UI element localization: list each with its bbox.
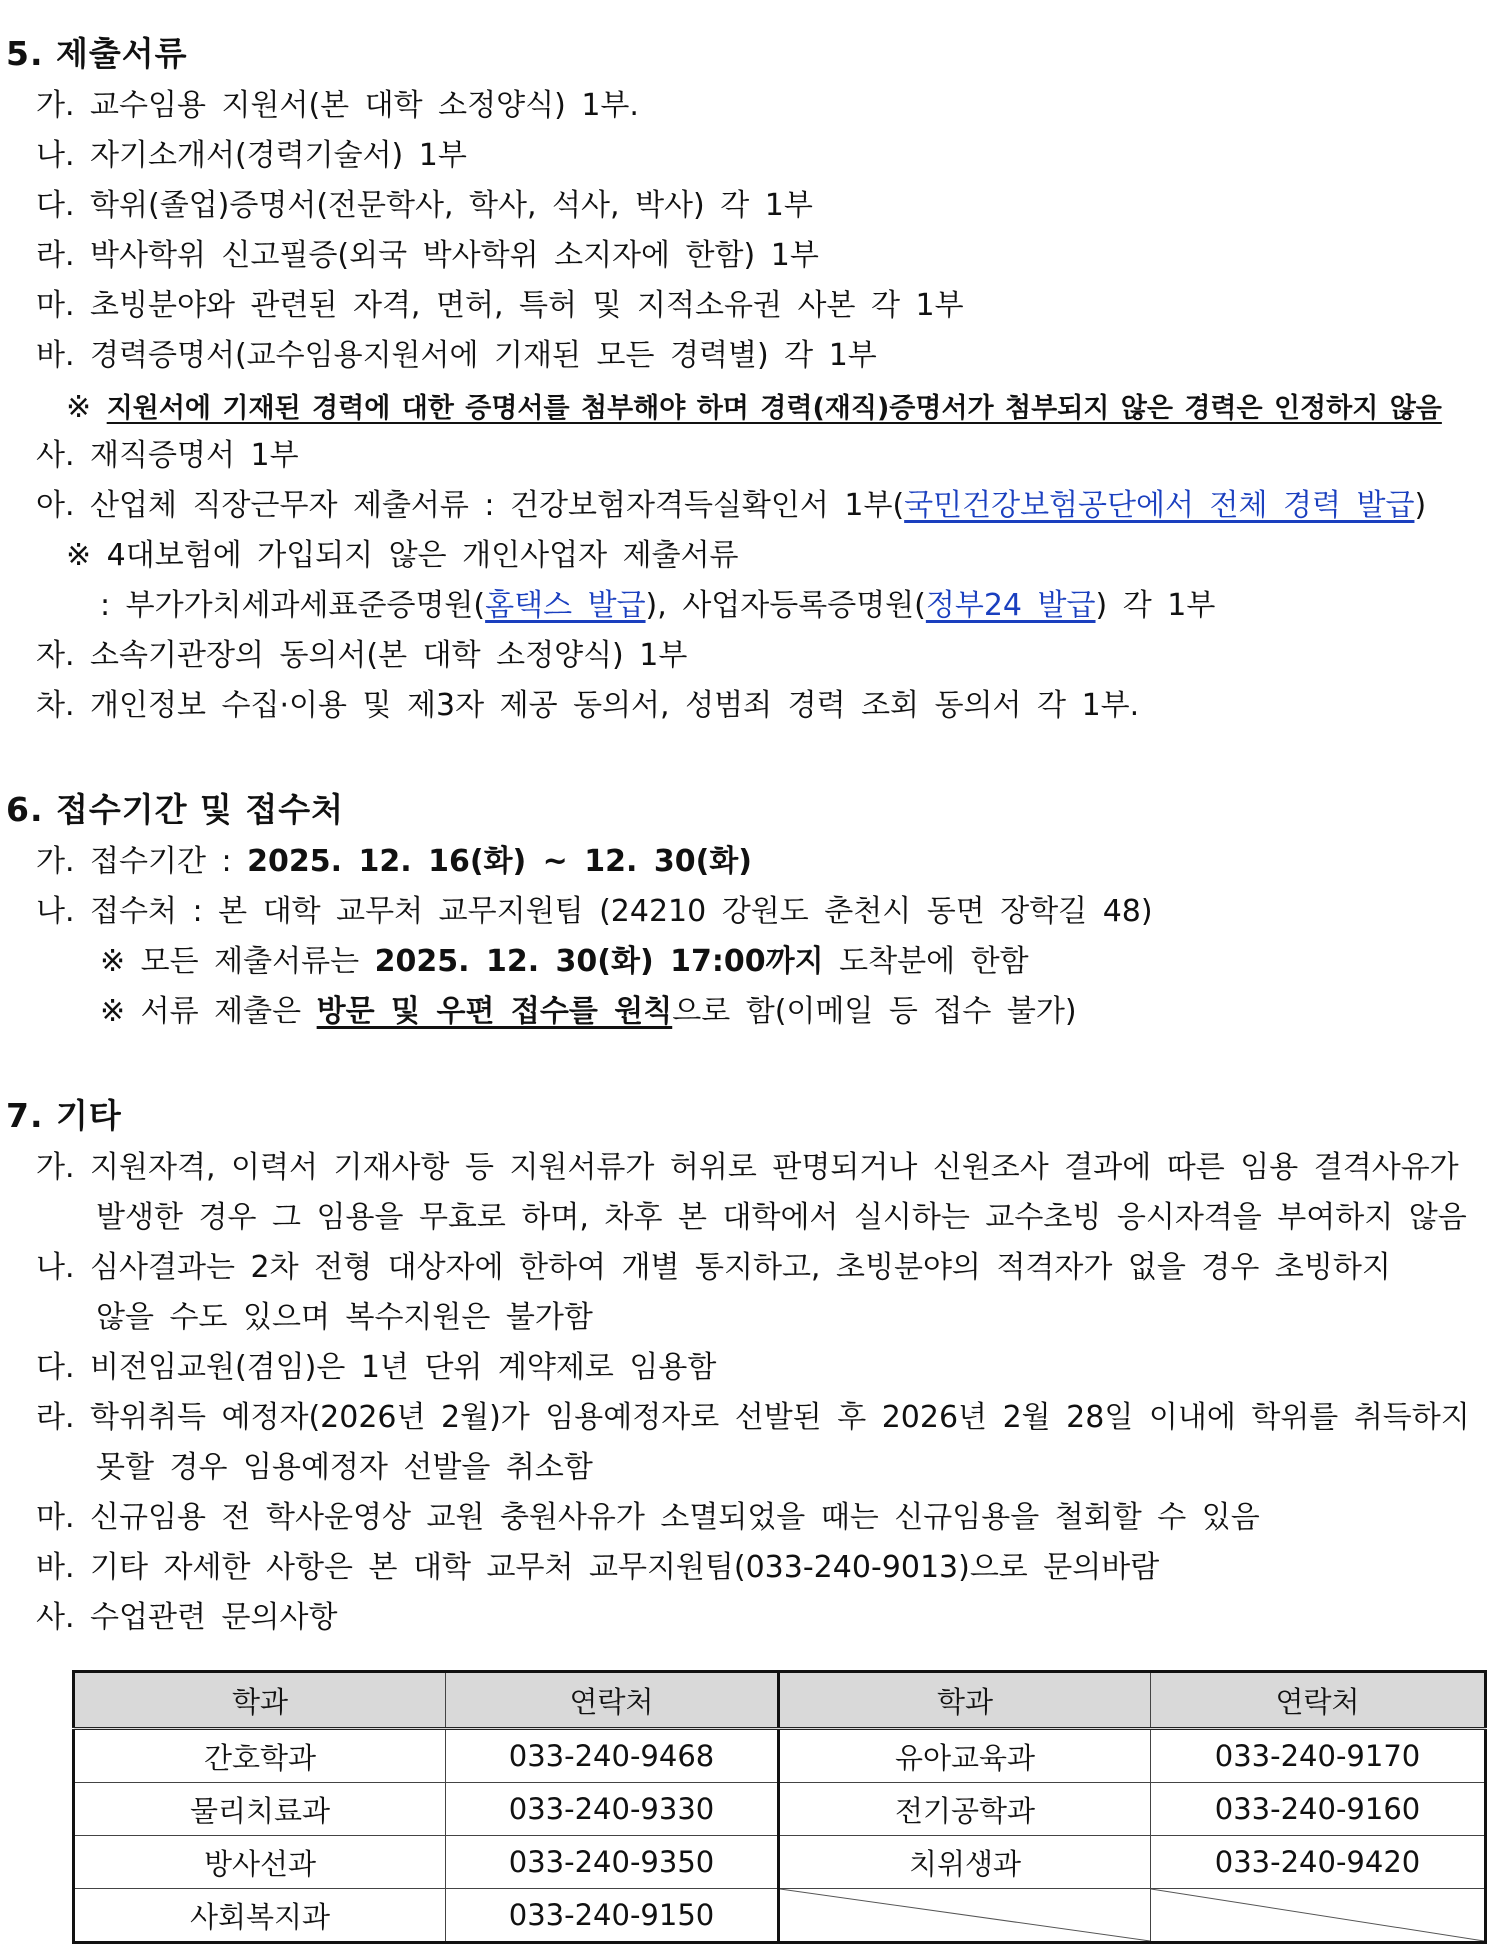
section-5-heading: 5. 제출서류 xyxy=(6,34,188,73)
application-period xyxy=(36,842,752,882)
column-header-department: 학과 xyxy=(74,1672,446,1729)
deadline-note xyxy=(100,942,1029,982)
item-text: ), 사업자등록증명원( xyxy=(645,588,926,623)
list-item: 마. 초빙분야와 관련된 자격, 면허, 특허 및 지적소유권 사본 각 1부 xyxy=(36,288,964,323)
item-text: : 부가가치세과세표준증명원( xyxy=(100,588,486,623)
phone-cell: 033-240-9160 xyxy=(1151,1783,1486,1836)
item-text: ※ 모든 제출서류는 xyxy=(100,944,375,979)
list-item: 자. 소속기관장의 동의서(본 대학 소정양식) 1부 xyxy=(36,638,688,673)
list-item: 사. 재직증명서 1부 xyxy=(36,438,299,473)
gov24-link[interactable]: 정부24 발급 xyxy=(925,588,1096,623)
item-text: 아. 산업체 직장근무자 제출서류 : 건강보험자격득실확인서 1부( xyxy=(36,488,905,523)
phone-cell: 033-240-9150 xyxy=(446,1889,779,1943)
column-header-department: 학과 xyxy=(779,1672,1151,1729)
section-6-heading: 6. 접수기간 및 접수처 xyxy=(6,790,344,829)
column-header-contact: 연락처 xyxy=(446,1672,779,1729)
department-cell: 전기공학과 xyxy=(779,1783,1151,1836)
diagonal-line xyxy=(780,1889,1150,1941)
list-item: 바. 경력증명서(교수임용지원서에 기재된 모든 경력별) 각 1부 xyxy=(36,338,877,373)
department-cell: 치위생과 xyxy=(779,1836,1151,1889)
department-cell: 방사선과 xyxy=(74,1836,446,1889)
list-item: 다. 비전임교원(겸임)은 1년 단위 계약제로 임용함 xyxy=(36,1350,717,1385)
submission-method-note xyxy=(100,992,1077,1032)
list-item-continued: 발생한 경우 그 임용을 무효로 하며, 차후 본 대학에서 실시하는 교수초빙 응시자격을 부여하지 않음 xyxy=(96,1200,1467,1235)
phone-cell: 033-240-9468 xyxy=(446,1729,779,1783)
list-item: 바. 기타 자세한 사항은 본 대학 교무처 교무지원팀(033-240-9013)으로 문의바람 xyxy=(36,1550,1160,1585)
list-item-continued: 못할 경우 임용예정자 선발을 취소함 xyxy=(96,1450,593,1485)
table-row xyxy=(74,1836,1486,1889)
phone-cell: 033-240-9420 xyxy=(1151,1836,1486,1889)
section-7-heading: 7. 기타 xyxy=(6,1096,122,1135)
list-item: 가. 지원자격, 이력서 기재사항 등 지원서류가 허위로 판명되거나 신원조사 결과에 따른 임용 결격사유가 xyxy=(36,1150,1459,1185)
business-owner-note: ※ 4대보험에 가입되지 않은 개인사업자 제출서류 xyxy=(66,538,739,573)
business-owner-documents xyxy=(100,586,1215,626)
note-bold-text: 지원서에 기재된 경력에 대한 증명서를 첨부해야 하며 경력(재직)증명서가 첨부되지 않은 경력은 인정하지 않음 xyxy=(106,393,1442,424)
list-item: 마. 신규임용 전 학사운영상 교원 충원사유가 소멸되었을 때는 신규임용을 철회할 수 있음 xyxy=(36,1500,1260,1535)
phone-cell: 033-240-9330 xyxy=(446,1783,779,1836)
item-text: ) 각 1부 xyxy=(1095,588,1216,623)
period-value: 2025. 12. 16(화) ~ 12. 30(화) xyxy=(247,844,752,879)
table-row xyxy=(74,1729,1486,1783)
item-text: 으로 함(이메일 등 접수 불가) xyxy=(672,994,1077,1029)
application-place: 나. 접수처 : 본 대학 교무처 교무지원팀 (24210 강원도 춘천시 동면 장학길 48) xyxy=(36,894,1153,929)
item-text: 도착분에 한함 xyxy=(823,944,1029,979)
submission-method: 방문 및 우편 접수를 원칙 xyxy=(316,994,673,1029)
list-item-continued: 않을 수도 있으며 복수지원은 불가함 xyxy=(96,1300,593,1335)
phone-cell: 033-240-9350 xyxy=(446,1836,779,1889)
hometax-link[interactable]: 홈택스 발급 xyxy=(485,588,646,623)
list-item: 라. 학위취득 예정자(2026년 2월)가 임용예정자로 선발된 후 2026년 2월 28일 이내에 학위를 취득하지 xyxy=(36,1400,1470,1435)
note-bullet: ※ xyxy=(66,390,92,425)
department-contacts-table xyxy=(72,1670,1487,1944)
list-item: 나. 심사결과는 2차 전형 대상자에 한하여 개별 통지하고, 초빙분야의 적격자가 없을 경우 초빙하지 xyxy=(36,1250,1391,1285)
item-text: 가. 접수기간 : xyxy=(36,844,248,879)
diagonal-line xyxy=(1151,1889,1484,1941)
list-item: 나. 자기소개서(경력기술서) 1부 xyxy=(36,138,467,173)
empty-diagonal-cell xyxy=(1151,1889,1486,1943)
empty-diagonal-cell xyxy=(779,1889,1151,1943)
list-item: 라. 박사학위 신고필증(외국 박사학위 소지자에 한함) 1부 xyxy=(36,238,819,273)
column-header-contact: 연락처 xyxy=(1151,1672,1486,1729)
list-item: 가. 교수임용 지원서(본 대학 소정양식) 1부. xyxy=(36,88,639,123)
list-item: 사. 수업관련 문의사항 xyxy=(36,1600,338,1635)
table-header-row xyxy=(74,1672,1486,1729)
table-row xyxy=(74,1783,1486,1836)
list-item-insurance xyxy=(36,486,1426,526)
table-row xyxy=(74,1889,1486,1943)
department-cell: 사회복지과 xyxy=(74,1889,446,1943)
item-text: ※ 서류 제출은 xyxy=(100,994,317,1029)
item-text: ) xyxy=(1414,488,1427,523)
phone-cell: 033-240-9170 xyxy=(1151,1729,1486,1783)
department-cell: 유아교육과 xyxy=(779,1729,1151,1783)
department-cell: 간호학과 xyxy=(74,1729,446,1783)
deadline-value: 2025. 12. 30(화) 17:00까지 xyxy=(374,944,824,979)
nhis-link[interactable]: 국민건강보험공단에서 전체 경력 발급 xyxy=(904,488,1415,523)
list-item: 차. 개인정보 수집·이용 및 제3자 제공 동의서, 성범죄 경력 조회 동의서 각 1부. xyxy=(36,688,1140,723)
list-item: 다. 학위(졸업)증명서(전문학사, 학사, 석사, 박사) 각 1부 xyxy=(36,188,813,223)
career-certificate-note xyxy=(66,388,1442,429)
department-cell: 물리치료과 xyxy=(74,1783,446,1836)
